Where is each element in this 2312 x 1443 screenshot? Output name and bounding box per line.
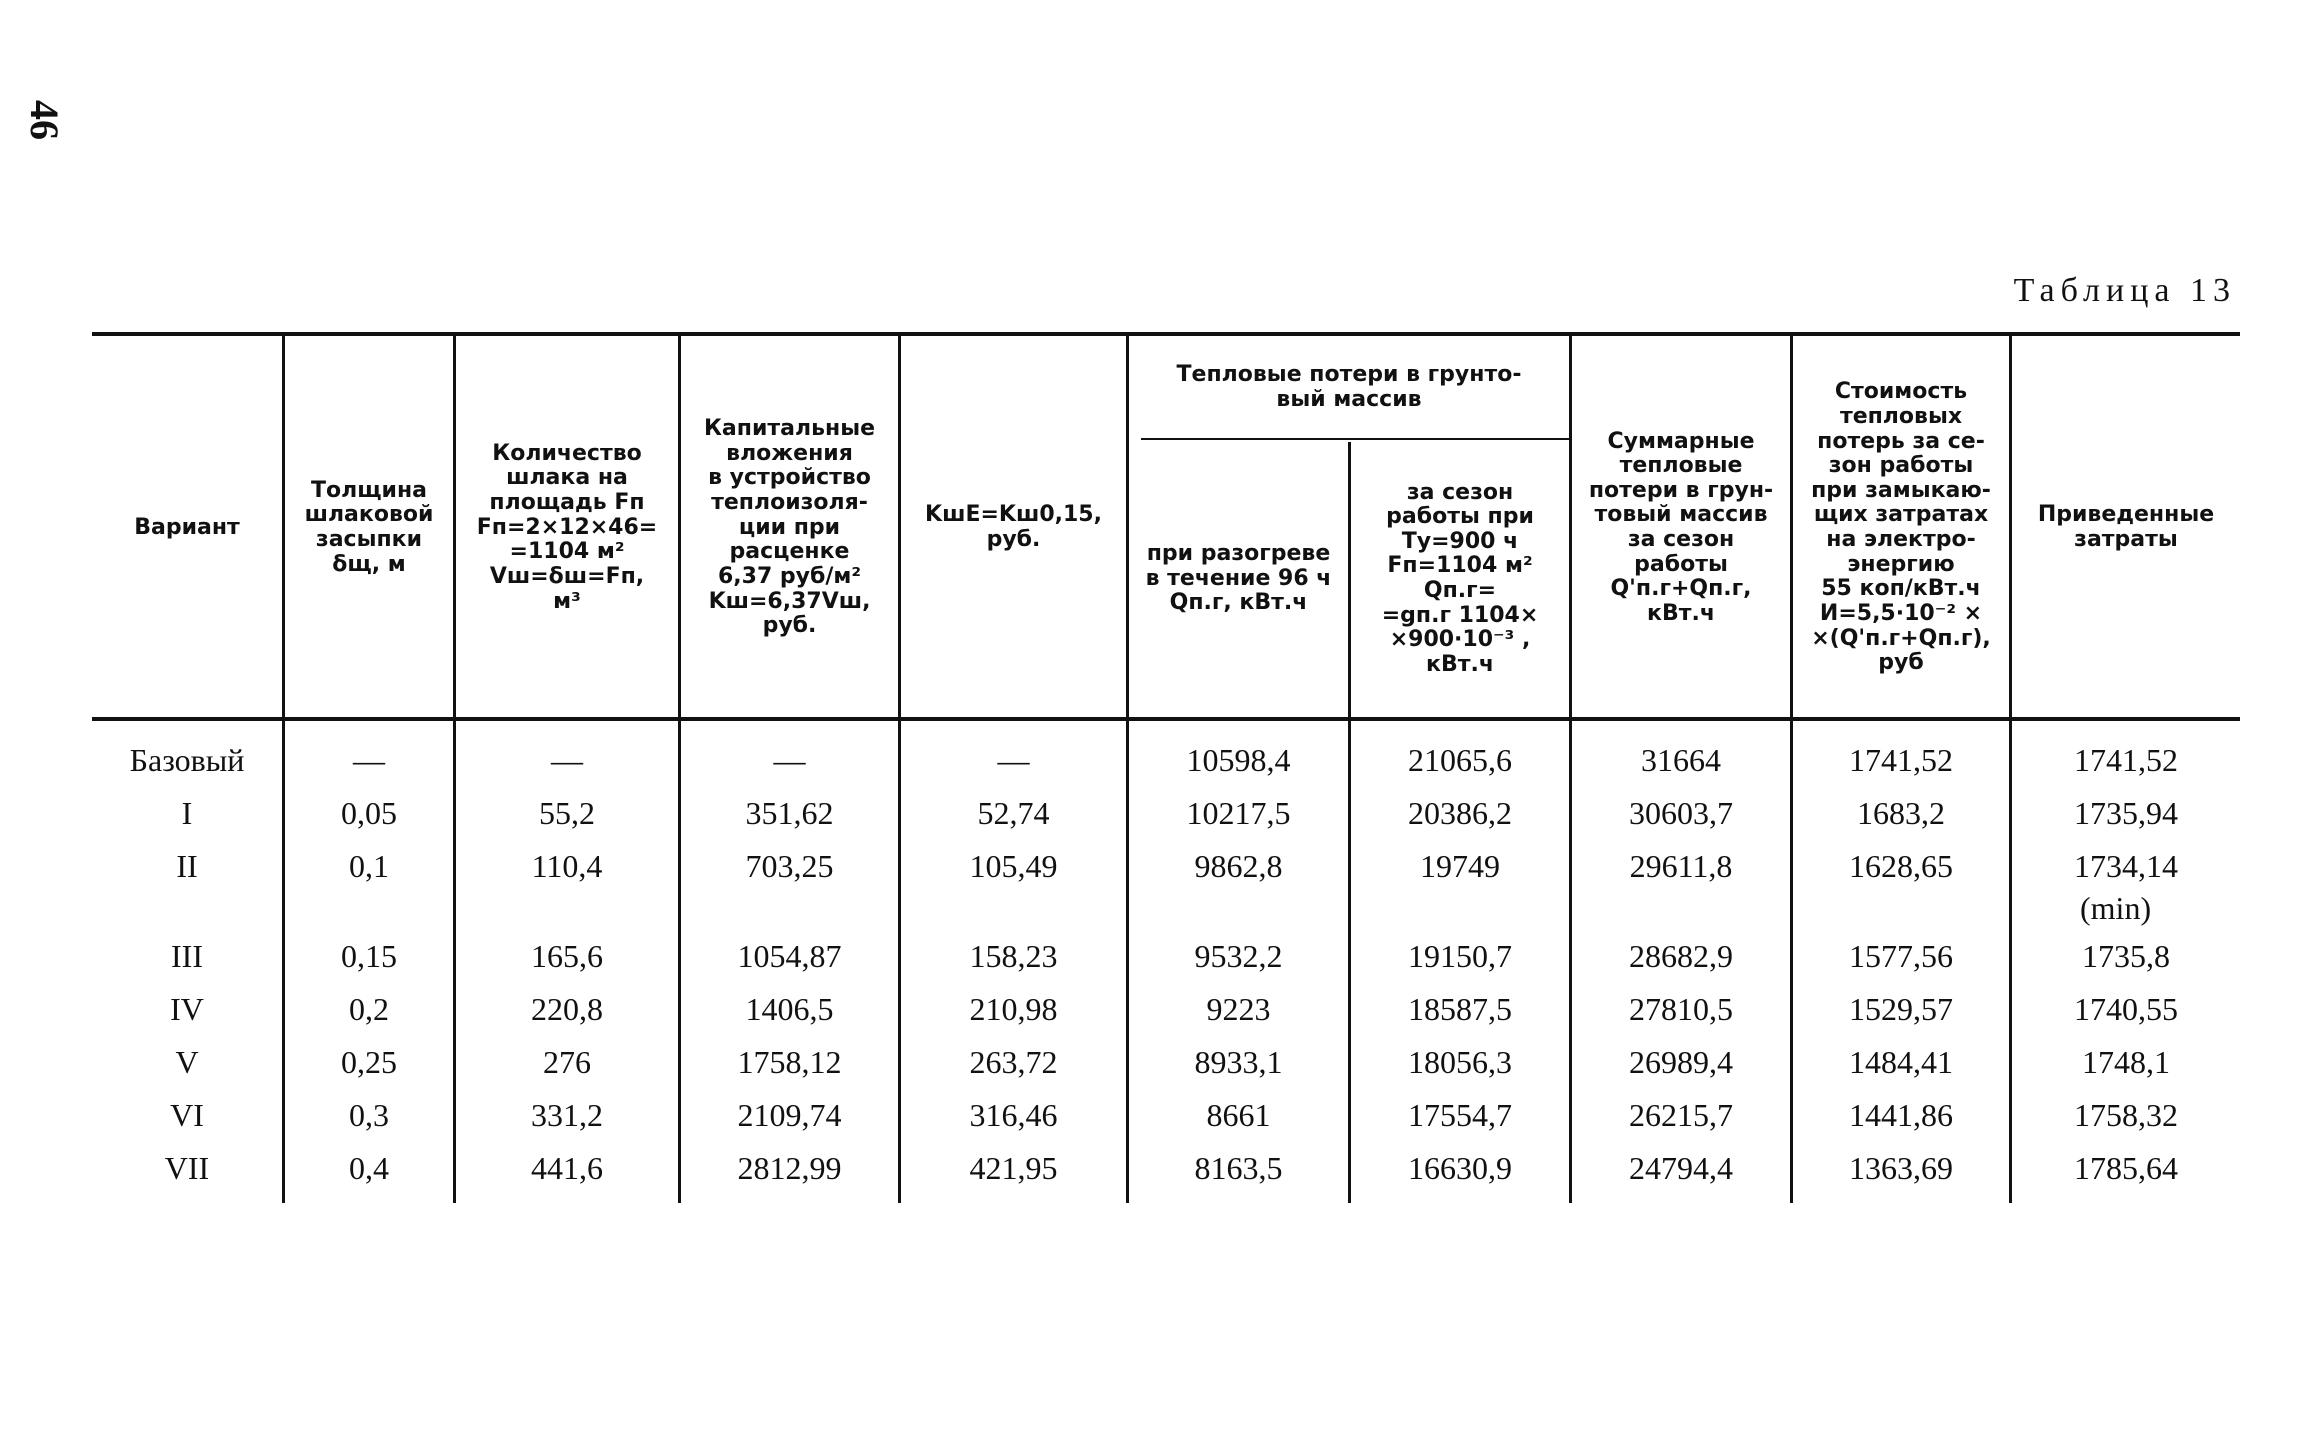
cell-capital: 1054,87 — [737, 937, 842, 974]
cell-ke: 263,72 — [969, 1043, 1058, 1080]
table-caption: Таблица 13 — [2013, 272, 2236, 309]
cell-cost: 1529,57 — [1849, 990, 1953, 1027]
cell-variant: I — [181, 794, 193, 831]
cell-cost: 1484,41 — [1849, 1043, 1953, 1080]
cell-capital: 2109,74 — [737, 1096, 842, 1133]
min-note: (min) — [2080, 890, 2152, 926]
cell-slag: — — [551, 741, 583, 778]
header-heat-loss-group: Тепловые потери в грунто- вый массив — [1176, 362, 1522, 412]
cell-heatup: 9532,2 — [1194, 937, 1283, 974]
cell-thickness: 0,1 — [349, 847, 389, 884]
table-row — [92, 787, 2240, 839]
cell-slag: 110,4 — [531, 847, 603, 884]
cell-cost: 1628,65 — [1849, 847, 1953, 884]
cell-heatup: 10598,4 — [1186, 741, 1291, 778]
cell-thickness: 0,3 — [349, 1096, 389, 1133]
cell-capital: 1406,5 — [745, 990, 834, 1027]
cell-reduced: 1748,1 — [2082, 1043, 2170, 1080]
table-row — [92, 734, 2240, 786]
cell-reduced: 1785,64 — [2074, 1149, 2178, 1186]
cell-total: 27810,5 — [1629, 990, 1733, 1027]
cell-thickness: 0,2 — [349, 990, 389, 1027]
cell-variant: II — [176, 847, 198, 884]
cell-reduced: 1734,14 — [2074, 847, 2178, 884]
cell-heatup: 8933,1 — [1194, 1043, 1283, 1080]
cell-variant: Базовый — [129, 741, 245, 778]
data-table — [92, 330, 2240, 1210]
group-sub-rule — [1141, 438, 1571, 440]
cell-reduced: 1740,55 — [2074, 990, 2178, 1027]
cell-slag: 331,2 — [531, 1096, 603, 1133]
table-row — [92, 930, 2240, 982]
cell-season: 18587,5 — [1408, 990, 1512, 1027]
cell-capital: 1758,12 — [737, 1043, 842, 1080]
cell-reduced: 1758,32 — [2074, 1096, 2178, 1133]
cell-total: 28682,9 — [1629, 937, 1733, 974]
header-bottom-rule — [92, 717, 2240, 721]
table-row — [92, 1089, 2240, 1141]
cell-thickness: 0,4 — [349, 1149, 389, 1186]
cell-total: 30603,7 — [1629, 794, 1733, 831]
cell-cost: 1441,86 — [1849, 1096, 1953, 1133]
cell-total: 29611,8 — [1629, 847, 1733, 884]
cell-ke: 421,95 — [969, 1149, 1058, 1186]
header-slag-quantity: Количество шлака на площадь Fп Fп=2×12×46= =1104 м² Vш=δш=Fп, м³ — [476, 440, 658, 614]
cell-heatup: 8163,5 — [1194, 1149, 1283, 1186]
cell-slag: 55,2 — [539, 794, 595, 831]
cell-cost: 1577,56 — [1849, 937, 1953, 974]
cell-heatup: 9862,8 — [1194, 847, 1283, 884]
cell-season: 17554,7 — [1408, 1096, 1512, 1133]
cell-season: 16630,9 — [1408, 1149, 1512, 1186]
cell-cost: 1741,52 — [1849, 741, 1953, 778]
cell-ke: 158,23 — [969, 937, 1058, 974]
cell-capital: — — [773, 741, 806, 778]
cell-slag: 165,6 — [531, 937, 603, 974]
cell-total: 31664 — [1641, 741, 1721, 778]
cell-season: 19150,7 — [1408, 937, 1512, 974]
cell-slag: 441,6 — [531, 1149, 603, 1186]
cell-variant: IV — [170, 990, 204, 1027]
cell-total: 26989,4 — [1629, 1043, 1733, 1080]
cell-capital: 703,25 — [745, 847, 834, 884]
header-heatup-loss: при разогреве в течение 96 ч Qп.г, кВт.ч — [1145, 541, 1332, 616]
header-loss-cost: Стоимость тепловых потерь за се- зон работы при замыкаю- щих затратах на электро- энергию 55 коп/кВт.ч И=5,5·10⁻² × ×(Q'п.г+Qп.г), руб — [1811, 379, 1991, 676]
cell-capital: 351,62 — [745, 794, 834, 831]
cell-heatup: 10217,5 — [1186, 794, 1291, 831]
table-row — [92, 1036, 2240, 1088]
table-row — [92, 983, 2240, 1035]
cell-ke: 316,46 — [969, 1096, 1058, 1133]
cell-variant: VI — [170, 1096, 204, 1133]
table-top-rule — [92, 332, 2240, 336]
cell-ke: 210,98 — [969, 990, 1058, 1027]
header-ke: KшE=Kш0,15, руб. — [925, 502, 1102, 552]
table-row — [92, 840, 2240, 892]
cell-heatup: 8661 — [1206, 1096, 1271, 1133]
header-thickness: Толщина шлаковой засыпки δщ, м — [304, 477, 434, 577]
cell-heatup: 9223 — [1206, 990, 1271, 1027]
cell-ke: — — [997, 741, 1030, 778]
cell-ke: 105,49 — [969, 847, 1058, 884]
cell-total: 26215,7 — [1629, 1096, 1733, 1133]
cell-thickness: 0,15 — [341, 937, 397, 974]
cell-reduced: 1741,52 — [2074, 741, 2178, 778]
cell-variant: VII — [164, 1149, 210, 1186]
cell-ke: 52,74 — [977, 794, 1050, 831]
cell-season: 20386,2 — [1408, 794, 1512, 831]
cell-season: 19749 — [1420, 847, 1500, 884]
header-capital-investment: Капитальные вложения в устройство теплоизоля- ции при расценке 6,37 руб/м² Kш=6,37Vш, руб. — [703, 416, 876, 639]
cell-variant: III — [171, 937, 203, 974]
cell-thickness: 0,25 — [341, 1043, 397, 1080]
cell-cost: 1363,69 — [1849, 1149, 1953, 1186]
cell-capital: 2812,99 — [737, 1149, 842, 1186]
cell-thickness: — — [353, 741, 385, 778]
cell-season: 18056,3 — [1408, 1043, 1512, 1080]
header-reduced-cost: Приведенные затраты — [2037, 502, 2215, 552]
cell-total: 24794,4 — [1629, 1149, 1733, 1186]
cell-season: 21065,6 — [1408, 741, 1512, 778]
cell-variant: V — [175, 1043, 199, 1080]
cell-reduced: 1735,8 — [2082, 937, 2170, 974]
header-season-loss: за сезон работы при Tу=900 ч Fп=1104 м² Qп.г= =gп.г 1104× ×900·10⁻³ , кВт.ч — [1381, 479, 1539, 677]
cell-slag: 220,8 — [531, 990, 603, 1027]
header-total-loss: Суммарные тепловые потери в грун- товый массив за сезон работы Q'п.г+Qп.г, кВт.ч — [1588, 428, 1774, 626]
page-number: 46 — [22, 100, 67, 140]
table-row — [92, 1142, 2240, 1194]
cell-slag: 276 — [543, 1043, 591, 1080]
cell-reduced: 1735,94 — [2074, 794, 2178, 831]
cell-cost: 1683,2 — [1857, 794, 1945, 831]
header-variant: Вариант — [134, 514, 240, 540]
cell-thickness: 0,05 — [341, 794, 397, 831]
